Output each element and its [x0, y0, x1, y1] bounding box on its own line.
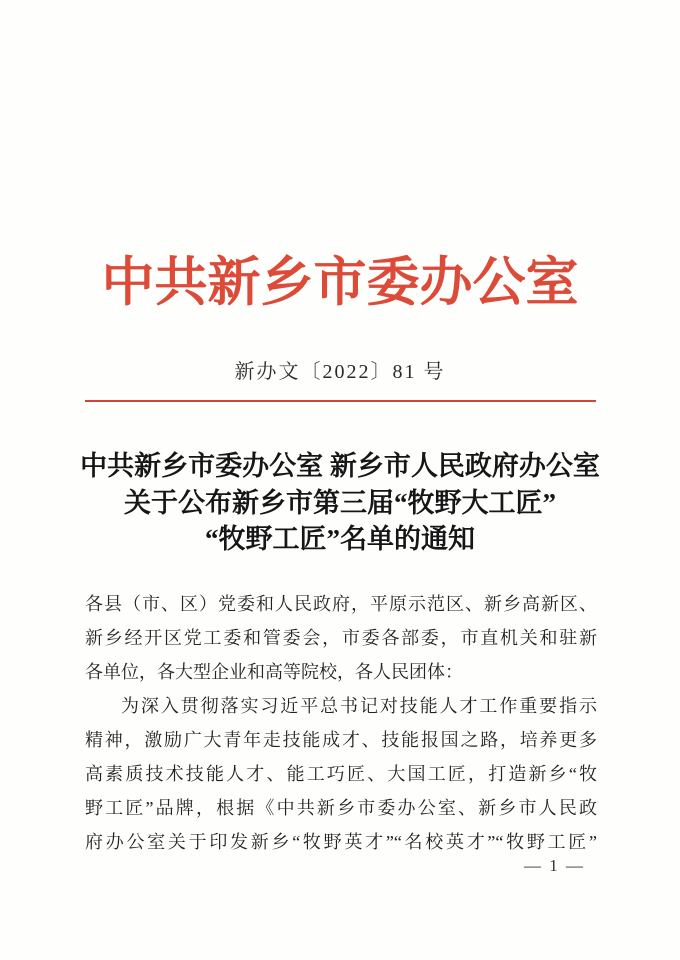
paragraph-line-5: 府办公室关于印发新乡“牧野英才”“名校英才”“牧野工匠”: [85, 832, 597, 852]
document-number: 新办文〔2022〕81 号: [234, 361, 446, 383]
salutation-line-3: 各单位，各大型企业和高等院校，各人民团体：: [85, 662, 463, 682]
paragraph-line-2: 精神，激励广大青年走技能成才、技能报国之路，培养更多: [85, 730, 597, 750]
notice-body: [85, 587, 597, 859]
paragraph-line-4: 野工匠”品牌，根据《中共新乡市委办公室、新乡市人民政: [85, 798, 597, 818]
letterhead-org-title: 中共新乡市委办公室: [101, 254, 579, 312]
notice-title-line-1: 中共新乡市委办公室 新乡市人民政府办公室: [80, 451, 600, 481]
red-separator-rule: [85, 400, 596, 402]
notice-title-line-3: “牧野工匠”名单的通知: [205, 524, 475, 554]
salutation-line-1: 各县（市、区）党委和人民政府，平原示范区、新乡高新区、: [85, 594, 597, 614]
page-number: — 1 —: [524, 856, 585, 875]
paragraph-line-3: 高素质技术技能人才、能工巧匠、大国工匠，打造新乡“牧: [85, 764, 597, 784]
notice-title-line-2: 关于公布新乡市第三届“牧野大工匠”: [124, 487, 556, 518]
notice-title: [0, 448, 680, 558]
paragraph-line-1: 为深入贯彻落实习近平总书记对技能人才工作重要指示: [121, 696, 597, 716]
salutation-line-2: 新乡经开区党工委和管委会，市委各部委，市直机关和驻新: [85, 628, 597, 648]
